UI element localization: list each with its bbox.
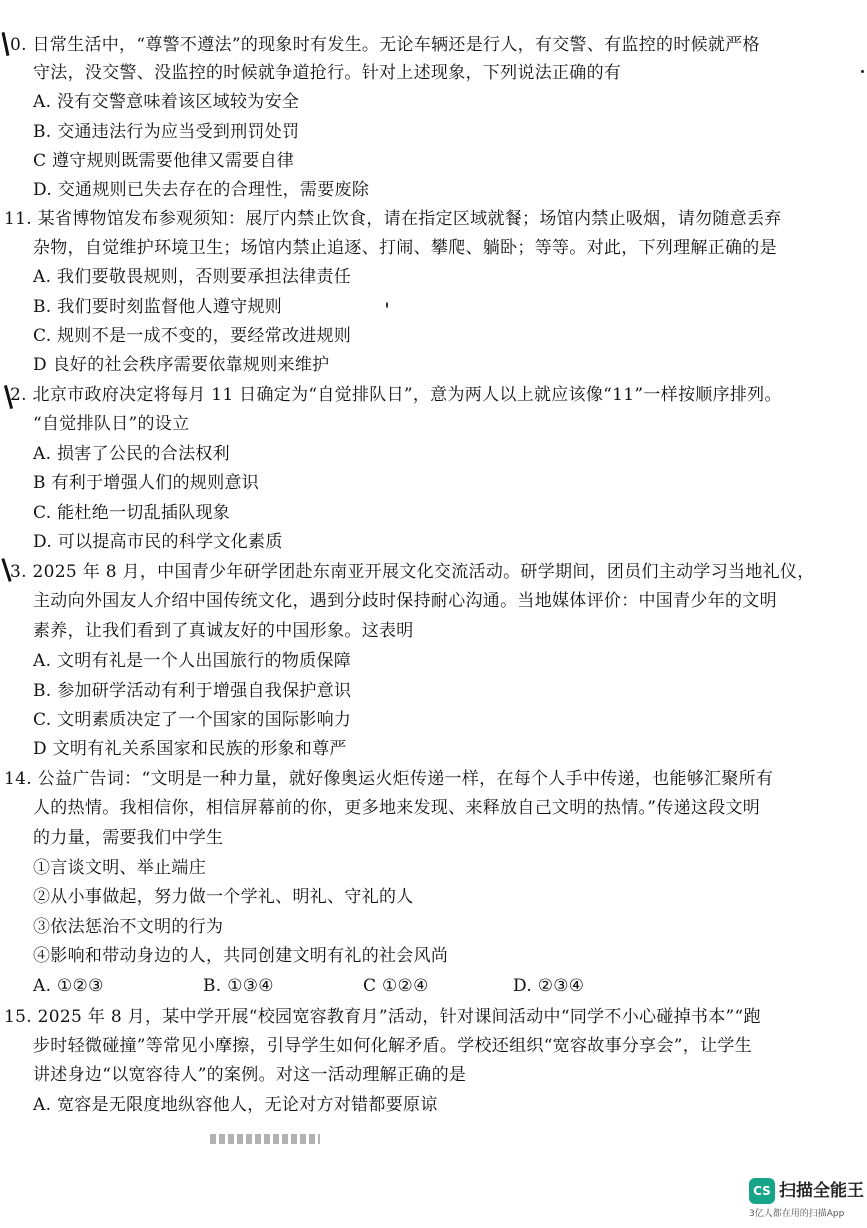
stray-mark <box>861 70 864 73</box>
question-10-option-b: B. 交通违法行为应当受到刑罚处罚 <box>33 122 300 142</box>
question-15-stem-line-2: 步时轻微碰撞”等常见小摩擦，引导学生如何化解矛盾。学校还组织“宽容故事分享会”，让学生 <box>33 1036 752 1056</box>
question-14-option-a: A. ①②③ <box>33 976 104 996</box>
stem-text: 2025 年 8 月，中国青少年研学团赴东南亚开展文化交流活动。研学期间，团员们主动学习当地礼仪， <box>32 562 815 582</box>
question-14-option-b: B. ①③④ <box>203 976 274 996</box>
question-11-stem-line-1 <box>4 208 782 230</box>
question-13-stem-line-1 <box>10 561 815 583</box>
question-number: 3. <box>10 562 27 582</box>
stem-text: 某省博物馆发布参观须知：展厅内禁止饮食，请在指定区域就餐；场馆内禁止吸烟，请勿随意丢弃 <box>37 209 782 229</box>
question-14-stem-line-1 <box>4 768 773 790</box>
scanner-watermark <box>749 1176 867 1228</box>
stray-mark <box>386 302 388 308</box>
question-14-option-d: D. ②③④ <box>513 976 585 996</box>
question-13-option-c: C. 文明素质决定了一个国家的国际影响力 <box>33 710 352 730</box>
margin-pen-mark <box>2 32 10 56</box>
question-14-item-2: ②从小事做起，努力做一个学礼、明礼、守礼的人 <box>33 887 414 907</box>
question-14-item-3: ③依法惩治不文明的行为 <box>33 917 224 937</box>
question-13-option-a: A. 文明有礼是一个人出国旅行的物质保障 <box>33 651 352 671</box>
stem-text: 北京市政府决定将每月 11 日确定为“自觉排队日”，意为两人以上就应该像“11”一样按顺序排列。 <box>32 385 782 405</box>
question-15-stem-line-1 <box>4 1006 761 1028</box>
question-number: 11. <box>4 209 32 229</box>
question-number: 2. <box>10 385 27 405</box>
watermark-app-name: 扫描全能王 <box>779 1181 864 1201</box>
question-14-item-1: ①言谈文明、举止端庄 <box>33 858 206 878</box>
question-15-option-a: A. 宽容是无限度地纵容他人，无论对方对错都要原谅 <box>33 1095 438 1115</box>
question-13-option-b: B. 参加研学活动有利于增强自我保护意识 <box>33 681 352 701</box>
question-14-stem-line-3: 的力量，需要我们中学生 <box>33 828 224 848</box>
stem-text: 公益广告词：“文明是一种力量，就好像奥运火炬传递一样，在每个人手中传递，也能够汇聚所有 <box>37 769 774 789</box>
watermark-slogan: 3亿人都在用的扫描App <box>749 1209 845 1219</box>
question-10-option-d: D. 交通规则已失去存在的合理性，需要废除 <box>33 180 370 200</box>
question-14-option-c: C ①②④ <box>363 976 429 996</box>
question-number: 14. <box>4 769 32 789</box>
camscanner-logo-icon: CS <box>749 1178 775 1204</box>
stem-text: 2025 年 8 月，某中学开展“校园宽容教育月”活动，针对课间活动中“同学不小心碰掉书本”“跑 <box>37 1007 761 1027</box>
question-11-option-d: D 良好的社会秩序需要依靠规则来维护 <box>33 355 330 375</box>
question-12-option-b: B 有利于增强人们的规则意识 <box>33 473 260 493</box>
question-11-option-c: C. 规则不是一成不变的，要经常改进规则 <box>33 326 352 346</box>
question-10-option-c: C 遵守规则既需要他律又需要自律 <box>33 151 295 171</box>
question-12-option-c: C. 能杜绝一切乱插队现象 <box>33 503 231 523</box>
question-13-option-d: D 文明有礼关系国家和民族的形象和尊严 <box>33 739 347 759</box>
question-12-option-a: A. 损害了公民的合法权利 <box>33 444 230 464</box>
question-10-option-a: A. 没有交警意味着该区域较为安全 <box>33 92 300 112</box>
question-number: 15. <box>4 1007 32 1027</box>
question-13-stem-line-2: 主动向外国友人介绍中国传统文化，遇到分歧时保持耐心沟通。当地媒体评价：中国青少年的文明 <box>33 591 777 611</box>
question-13-stem-line-3: 素养，让我们看到了真诚友好的中国形象。这表明 <box>33 621 414 641</box>
question-14-item-4: ④影响和带动身边的人，共同创建文明有礼的社会风尚 <box>33 946 449 966</box>
question-11-stem-line-2: 杂物，自觉维护环境卫生；场馆内禁止追逐、打闹、攀爬、躺卧；等等。对此，下列理解正确的是 <box>33 238 777 258</box>
question-12-option-d: D. 可以提高市民的科学文化素质 <box>33 532 283 552</box>
question-11-option-b: B. 我们要时刻监督他人遵守规则 <box>33 297 283 317</box>
question-14-stem-line-2: 人的热情。我相信你，相信屏幕前的你，更多地来发现、来释放自己文明的热情。”传递这段文明 <box>33 798 761 818</box>
question-number: 0. <box>10 35 27 55</box>
question-15-stem-line-3: 讲述身边“以宽容待人”的案例。对这一活动理解正确的是 <box>33 1065 467 1085</box>
question-12-stem-line-1 <box>10 384 782 406</box>
question-10-stem-line-2: 守法，没交警、没监控的时候就争道抢行。针对上述现象，下列说法正确的有 <box>33 63 622 83</box>
question-12-stem-line-2: “自觉排队日”的设立 <box>33 414 190 434</box>
stem-text: 日常生活中，“尊警不遵法”的现象时有发生。无论车辆还是行人，有交警、有监控的时候就严格 <box>32 35 760 55</box>
cut-off-text-fragment <box>210 1134 320 1144</box>
question-11-option-a: A. 我们要敬畏规则，否则要承担法律责任 <box>33 267 352 287</box>
question-10-stem-line-1 <box>10 34 760 56</box>
